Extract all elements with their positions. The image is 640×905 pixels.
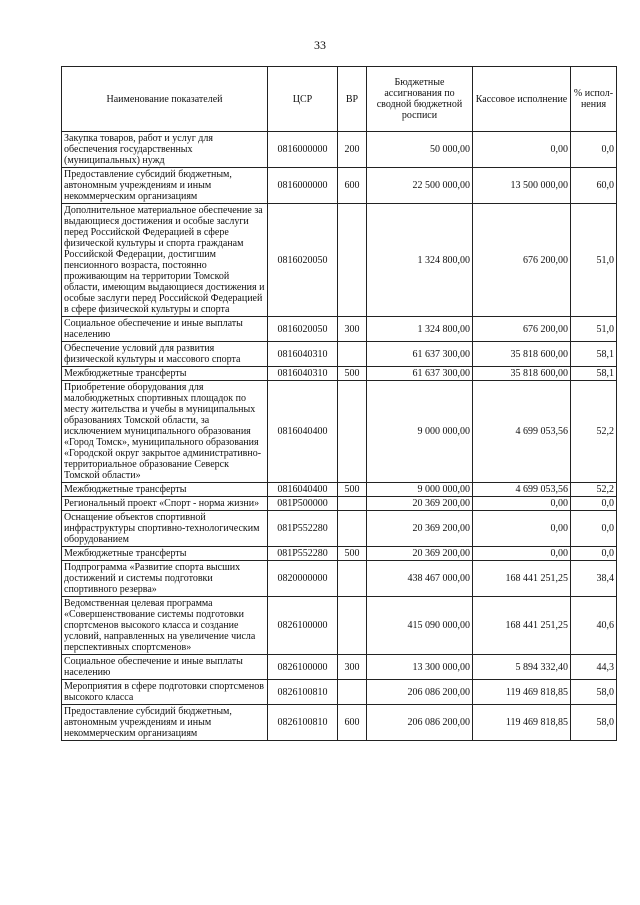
- row-assignments: 20 369 200,00: [367, 497, 473, 511]
- row-assignments: 415 090 000,00: [367, 597, 473, 655]
- row-name: Оснащение объектов спортивной инфраструктуры спортивно-технологическим оборудованием: [62, 511, 268, 547]
- row-assignments: 9 000 000,00: [367, 483, 473, 497]
- row-assignments: 61 637 300,00: [367, 367, 473, 381]
- row-assignments: 1 324 800,00: [367, 317, 473, 342]
- row-cash: 0,00: [473, 497, 571, 511]
- row-vr: [338, 381, 367, 483]
- row-vr: 600: [338, 705, 367, 741]
- row-vr: [338, 561, 367, 597]
- row-csr: 0826100000: [268, 597, 338, 655]
- row-vr: 500: [338, 547, 367, 561]
- row-assignments: 1 324 800,00: [367, 204, 473, 317]
- row-name: Закупка товаров, работ и услуг для обеспечения государственных (муниципальных) нужд: [62, 132, 268, 168]
- table-row: [62, 655, 617, 680]
- row-pct: 0,0: [571, 547, 617, 561]
- row-vr: [338, 204, 367, 317]
- row-vr: [338, 597, 367, 655]
- row-name: Социальное обеспечение и иные выплаты населению: [62, 317, 268, 342]
- row-csr: 0816000000: [268, 132, 338, 168]
- table-row: [62, 483, 617, 497]
- row-assignments: 20 369 200,00: [367, 547, 473, 561]
- row-assignments: 9 000 000,00: [367, 381, 473, 483]
- row-csr: 081P552280: [268, 511, 338, 547]
- row-csr: 0816040400: [268, 483, 338, 497]
- table-row: [62, 342, 617, 367]
- page-number: 33: [314, 38, 326, 52]
- row-name: Межбюджетные трансферты: [62, 483, 268, 497]
- row-csr: 0816000000: [268, 168, 338, 204]
- row-name: Предоставление субсидий бюджетным, автономным учреждениям и иным некоммерческим организациям: [62, 168, 268, 204]
- table-row: [62, 497, 617, 511]
- table-row: [62, 381, 617, 483]
- header-csr: ЦСР: [268, 67, 338, 132]
- row-assignments: 61 637 300,00: [367, 342, 473, 367]
- table-row: [62, 705, 617, 741]
- row-csr: 0816040310: [268, 342, 338, 367]
- table-row: [62, 132, 617, 168]
- row-cash: 4 699 053,56: [473, 381, 571, 483]
- row-assignments: 206 086 200,00: [367, 705, 473, 741]
- row-cash: 168 441 251,25: [473, 597, 571, 655]
- table-row: [62, 168, 617, 204]
- row-cash: 5 894 332,40: [473, 655, 571, 680]
- header-assignments: Бюджетные ассигнования по сводной бюджетной росписи: [367, 67, 473, 132]
- row-name: Социальное обеспечение и иные выплаты населению: [62, 655, 268, 680]
- row-pct: 58,1: [571, 342, 617, 367]
- row-vr: 300: [338, 655, 367, 680]
- row-pct: 0,0: [571, 511, 617, 547]
- table-row: [62, 511, 617, 547]
- header-vr: ВР: [338, 67, 367, 132]
- row-vr: [338, 680, 367, 705]
- row-pct: 40,6: [571, 597, 617, 655]
- row-pct: 58,1: [571, 367, 617, 381]
- row-name: Межбюджетные трансферты: [62, 547, 268, 561]
- row-pct: 52,2: [571, 483, 617, 497]
- row-cash: 676 200,00: [473, 204, 571, 317]
- row-vr: 300: [338, 317, 367, 342]
- table-row: [62, 367, 617, 381]
- row-vr: 500: [338, 483, 367, 497]
- row-vr: 500: [338, 367, 367, 381]
- row-cash: 35 818 600,00: [473, 342, 571, 367]
- row-cash: 168 441 251,25: [473, 561, 571, 597]
- row-csr: 0816020050: [268, 204, 338, 317]
- row-csr: 081P552280: [268, 547, 338, 561]
- row-vr: 200: [338, 132, 367, 168]
- row-cash: 13 500 000,00: [473, 168, 571, 204]
- table-header-row: [62, 67, 617, 132]
- row-name: Межбюджетные трансферты: [62, 367, 268, 381]
- row-assignments: 438 467 000,00: [367, 561, 473, 597]
- row-vr: 600: [338, 168, 367, 204]
- row-csr: 0820000000: [268, 561, 338, 597]
- header-pct: % испол-нения: [571, 67, 617, 132]
- header-name: Наименование показателей: [62, 67, 268, 132]
- row-pct: 51,0: [571, 204, 617, 317]
- row-csr: 0816020050: [268, 317, 338, 342]
- row-csr: 081P500000: [268, 497, 338, 511]
- row-name: Подпрограмма «Развитие спорта высших достижений и системы подготовки спортивного резерва»: [62, 561, 268, 597]
- row-name: Мероприятия в сфере подготовки спортсменов высокого класса: [62, 680, 268, 705]
- row-name: Приобретение оборудования для малобюджетных спортивных площадок по месту жительства и учебы в муниципальных образованиях Томской области, за исключением муниципального образования «Город Томск», муниципального образования «Городской округ закрытое административно-территориальное образование Северск Томской области»: [62, 381, 268, 483]
- row-pct: 58,0: [571, 705, 617, 741]
- row-cash: 0,00: [473, 511, 571, 547]
- row-assignments: 206 086 200,00: [367, 680, 473, 705]
- row-csr: 0826100810: [268, 705, 338, 741]
- row-pct: 60,0: [571, 168, 617, 204]
- table-row: [62, 561, 617, 597]
- row-pct: 51,0: [571, 317, 617, 342]
- row-name: Региональный проект «Спорт - норма жизни»: [62, 497, 268, 511]
- row-assignments: 22 500 000,00: [367, 168, 473, 204]
- table-row: [62, 204, 617, 317]
- table-row: [62, 680, 617, 705]
- row-pct: 58,0: [571, 680, 617, 705]
- row-name: Ведомственная целевая программа «Совершенствование системы подготовки спортсменов высокого класса и создание условий, направленных на увеличение числа перспективных спортсменов»: [62, 597, 268, 655]
- row-cash: 119 469 818,85: [473, 705, 571, 741]
- budget-execution-table: [61, 66, 617, 741]
- row-vr: [338, 497, 367, 511]
- row-csr: 0826100000: [268, 655, 338, 680]
- row-name: Предоставление субсидий бюджетным, автономным учреждениям и иным некоммерческим организациям: [62, 705, 268, 741]
- row-assignments: 20 369 200,00: [367, 511, 473, 547]
- row-assignments: 13 300 000,00: [367, 655, 473, 680]
- row-pct: 0,0: [571, 497, 617, 511]
- table-row: [62, 317, 617, 342]
- row-cash: 676 200,00: [473, 317, 571, 342]
- row-cash: 35 818 600,00: [473, 367, 571, 381]
- table-row: [62, 597, 617, 655]
- row-name: Дополнительное материальное обеспечение за выдающиеся достижения и особые заслуги перед Российской Федерацией в сфере физической культуры и спорта гражданам Российской Федерации, достигшим пенсионного возраста, постоянно проживающим на территории Томской области, имеющим выдающиеся достижения и особые заслуги перед Российской Федерацией в сфере физической культуры и спорта: [62, 204, 268, 317]
- row-csr: 0816040400: [268, 381, 338, 483]
- row-name: Обеспечение условий для развития физической культуры и массового спорта: [62, 342, 268, 367]
- row-cash: 4 699 053,56: [473, 483, 571, 497]
- row-csr: 0826100810: [268, 680, 338, 705]
- row-cash: 0,00: [473, 547, 571, 561]
- row-pct: 44,3: [571, 655, 617, 680]
- row-pct: 0,0: [571, 132, 617, 168]
- table-row: [62, 547, 617, 561]
- row-pct: 38,4: [571, 561, 617, 597]
- row-vr: [338, 511, 367, 547]
- row-vr: [338, 342, 367, 367]
- row-pct: 52,2: [571, 381, 617, 483]
- row-assignments: 50 000,00: [367, 132, 473, 168]
- header-cash: Кассовое исполнение: [473, 67, 571, 132]
- row-cash: 119 469 818,85: [473, 680, 571, 705]
- row-csr: 0816040310: [268, 367, 338, 381]
- row-cash: 0,00: [473, 132, 571, 168]
